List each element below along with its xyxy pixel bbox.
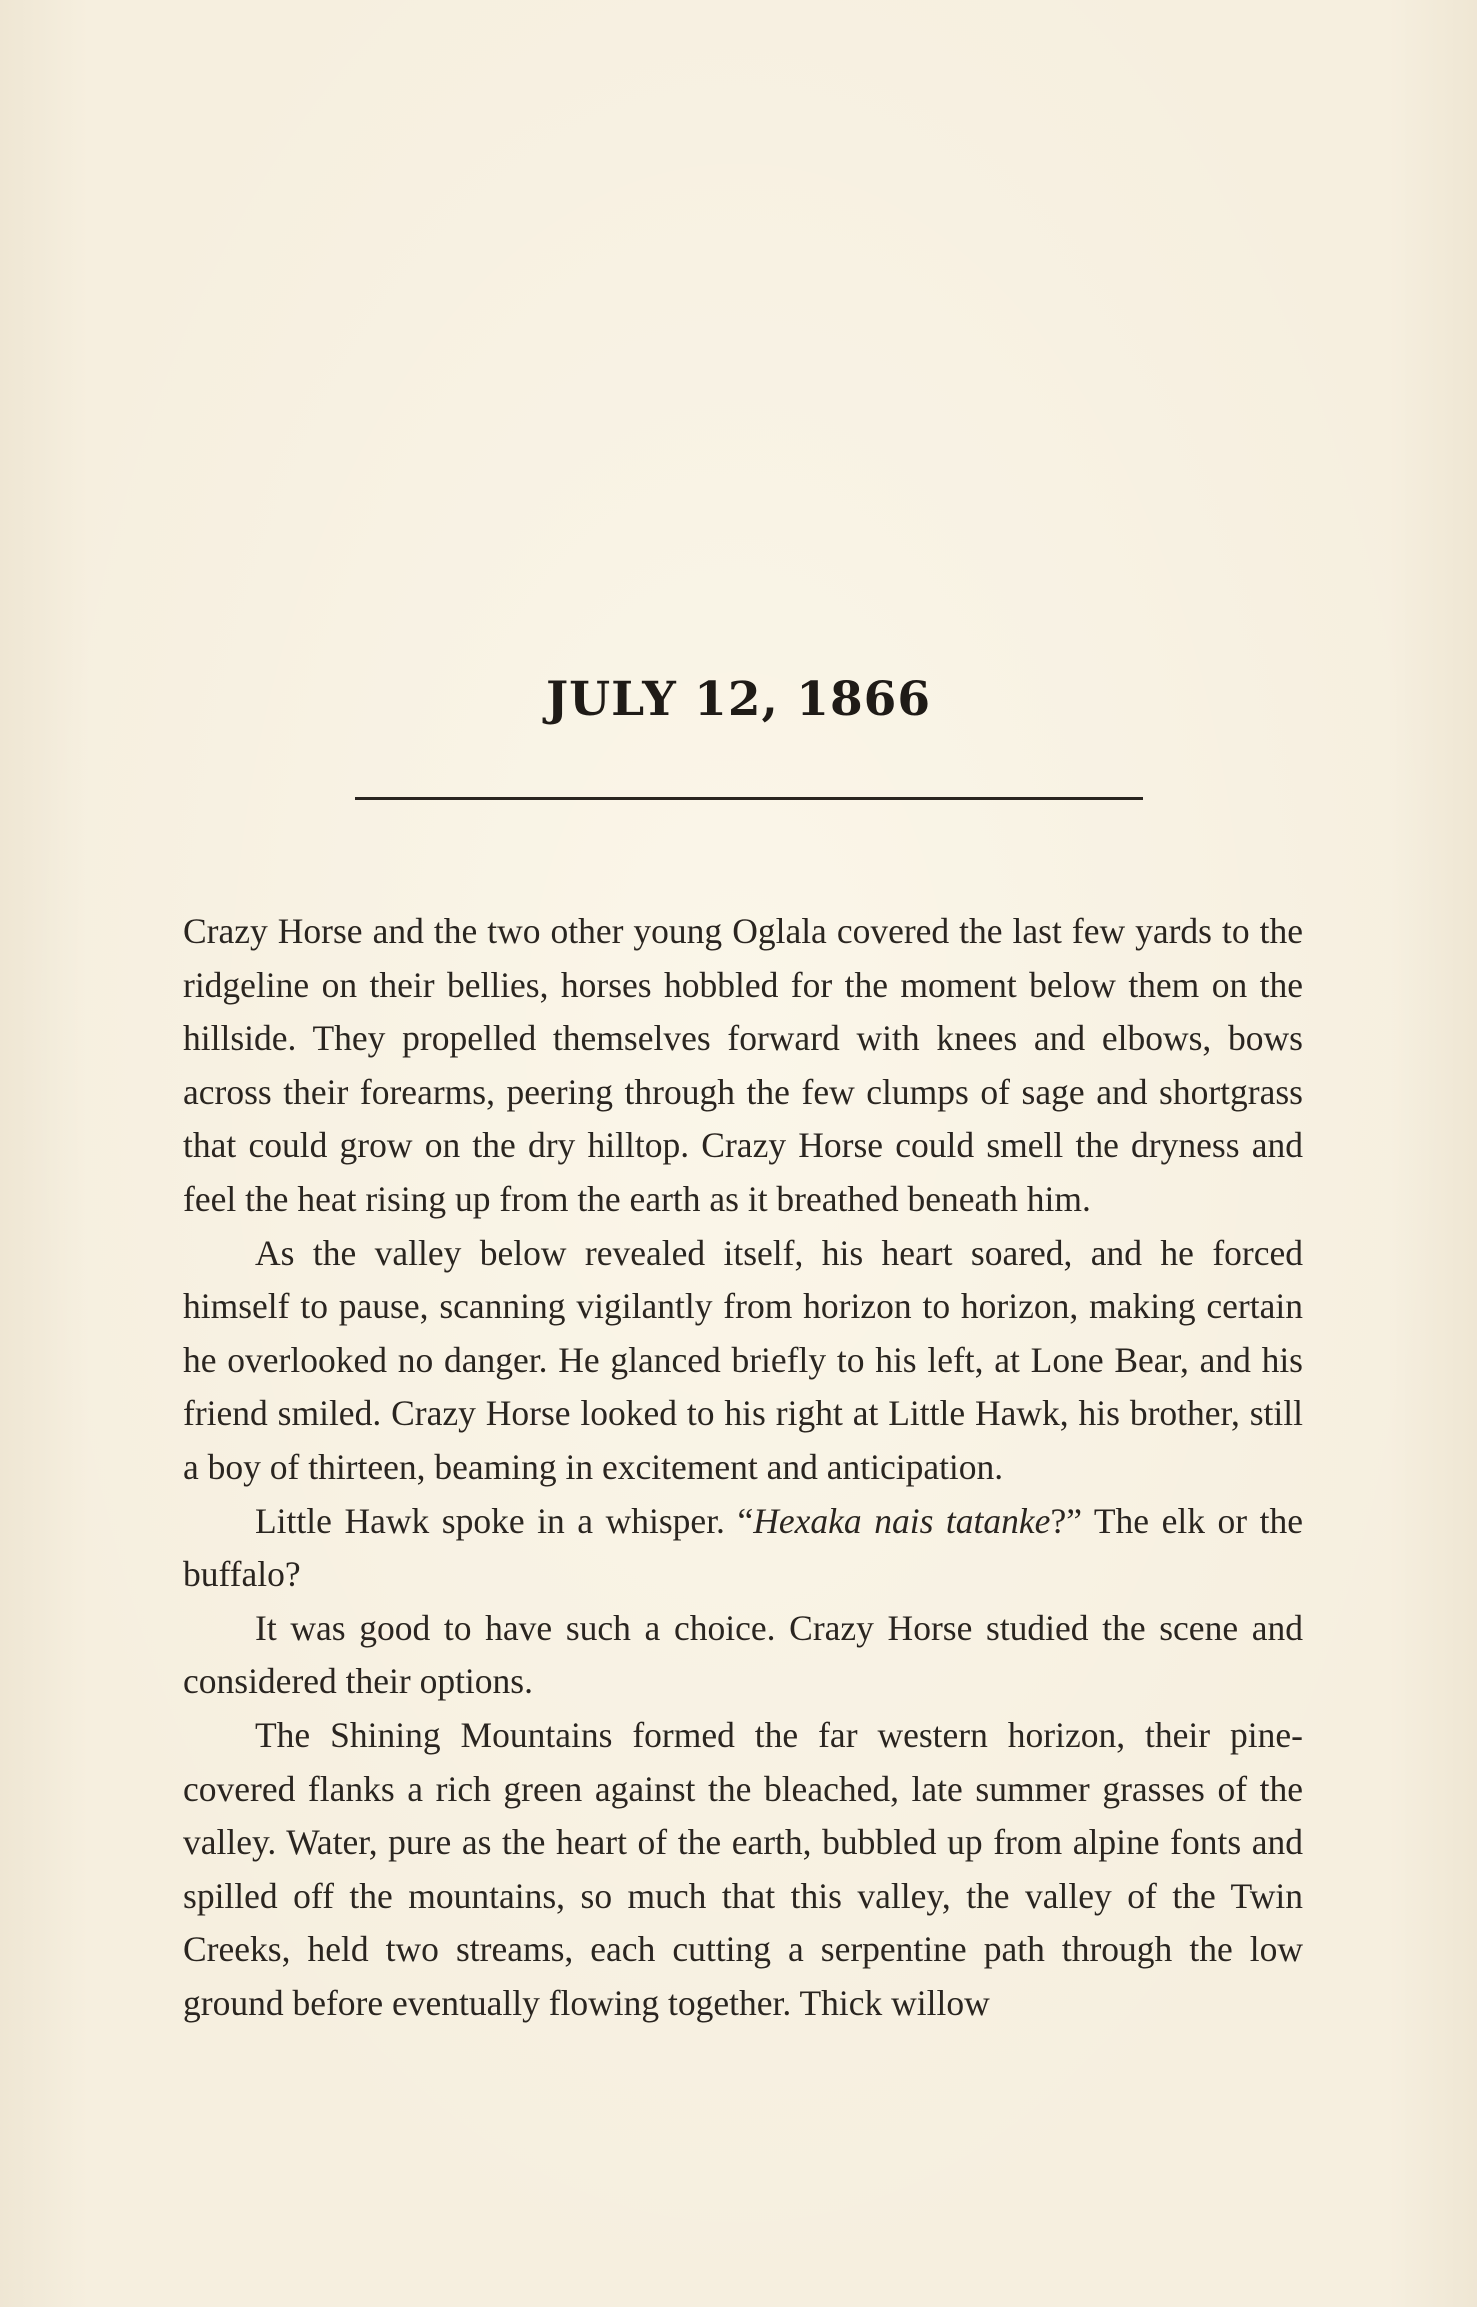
chapter-title: JULY 12, 1866 [545,672,932,727]
paragraph-3-end: ?” The elk or the buffalo? [183,1500,1304,1595]
body-text [183,905,1303,2030]
paragraph-1: Crazy Horse and the two other young Oglala covered the last few yards to the ridgeline on their bellies, horses hobbled for the moment below them on the hillside. They propelled themselves forward with knees and elbows, bows across their forearms, peering through the few clumps of sage and shortgrass that could grow on the dry hilltop. Crazy Horse could smell the dryness and feel the heat rising up from the earth as it breathed beneath him. [183,911,1303,1219]
title-divider [355,797,1143,800]
lakota-phrase: Hexaka nais tatanke [753,1500,1051,1541]
paragraph-5: The Shining Mountains formed the far western horizon, their pine-covered flanks a rich green against the bleached, late summer grasses of the valley. Water, pure as the heart of the earth, bubbled up from alpine fonts and spilled off the mountains, so much that this valley, the valley of the Twin Creeks, held two streams, each cutting a serpentine path through the low ground before eventually flowing together. Thick willow [183,1714,1303,2023]
paragraph-3-start: Little Hawk spoke in a whisper. “ [255,1500,754,1541]
paragraph-4: It was good to have such a choice. Crazy Horse studied the scene and considered their options. [183,1607,1303,1702]
paragraph-2: As the valley below revealed itself, his heart soared, and he forced himself to pause, scanning vigilantly from horizon to horizon, making certain he overlooked no danger. He glanced briefly to his left, at Lone Bear, and his friend smiled. Crazy Horse looked to his right at Little Hawk, his brother, still a boy of thirteen, beaming in excitement and anticipation. [183,1232,1303,1487]
paragraph-3 [183,1495,1303,1602]
